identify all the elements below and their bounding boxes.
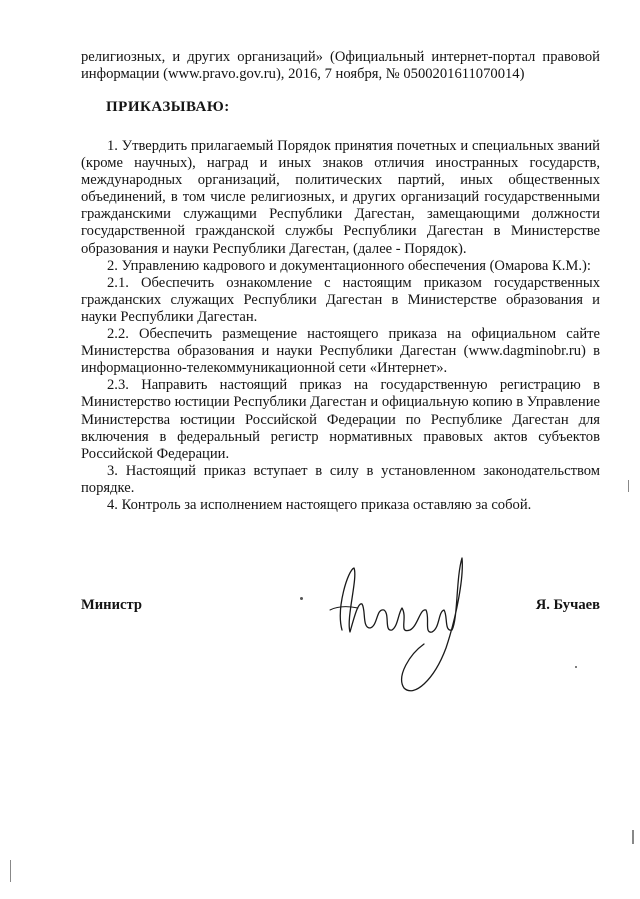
signatory-title: Министр <box>81 597 142 613</box>
order-heading: ПРИКАЗЫВАЮ: <box>106 99 230 115</box>
order-body <box>81 138 600 514</box>
intro-line: информации (www.pravo.gov.ru), 2016, 7 ноября, № 0500201611070014) <box>81 66 525 83</box>
scan-edge-mark <box>628 480 629 492</box>
scan-speck <box>300 597 303 600</box>
intro-text <box>81 49 600 83</box>
handwritten-signature <box>328 548 478 698</box>
order-paragraph-1: 1. Утвердить прилагаемый Порядок принятия почетных и специальных званий (кроме научных), наград и иных знаков отличия иностранных государств, международных организаций, политических партий, иных общественных объединений, в том числе религиозных, и других организаций государственными гражданскими служащими Республики Дагестан, замещающими должности государственной гражданской службы Республики Дагестан в Министерстве образования и науки Республики Дагестан, (далее - Порядок). <box>81 138 600 257</box>
order-paragraph-3: 3. Настоящий приказ вступает в силу в установленном законодательством порядке. <box>81 462 600 496</box>
scan-speck <box>575 666 577 668</box>
order-paragraph-2-2: 2.2. Обеспечить размещение настоящего приказа на официальном сайте Министерства образования и науки Республики Дагестан (www.dagminobr.ru) в информационно-телекоммуникационной сети «Интернет». <box>81 326 600 377</box>
order-paragraph-2-1: 2.1. Обеспечить ознакомление с настоящим приказом государственных гражданских служащих Республики Дагестан в Министерстве образования и науки Республики Дагестан. <box>81 274 600 325</box>
scan-edge-mark <box>10 860 11 882</box>
order-paragraph-2-3: 2.3. Направить настоящий приказ на государственную регистрацию в Министерство юстиции Республики Дагестан и официальную копию в Управление Министерства юстиции Российской Федерации по Республике Дагестан для включения в федеральный регистр нормативных правовых актов субъектов Российской Федерации. <box>81 377 600 462</box>
order-paragraph-4: 4. Контроль за исполнением настоящего приказа оставляю за собой. <box>107 496 532 513</box>
signatory-name: Я. Бучаев <box>535 597 600 613</box>
scan-edge-mark <box>632 830 634 844</box>
order-paragraph-2: 2. Управлению кадрового и документационного обеспечения (Омарова К.М.): <box>107 257 591 274</box>
intro-line: религиозных, и других организаций» (Официальный интернет-портал правовой <box>81 49 600 65</box>
